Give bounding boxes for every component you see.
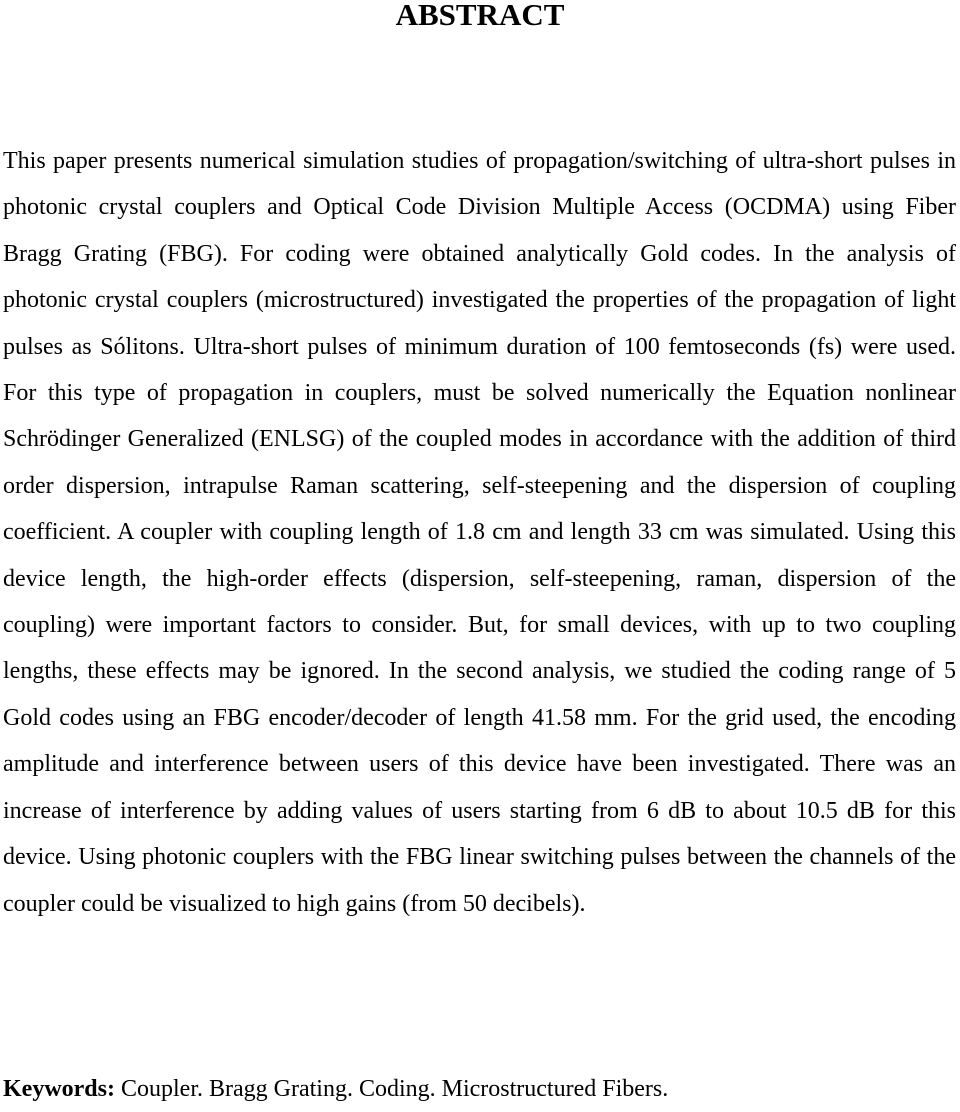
keywords-label: Keywords: xyxy=(3,1076,115,1102)
keywords-text: Coupler. Bragg Grating. Coding. Microstructured Fibers. xyxy=(114,1076,669,1102)
abstract-heading: ABSTRACT xyxy=(395,0,565,32)
keywords-line xyxy=(3,1066,956,1112)
abstract-paragraph: This paper presents numerical simulation studies of propagation/switching of ultra-short pulses in photonic crystal couplers and Optical Code Division Multiple Access (OCDMA) using Fiber Bragg Grating (FBG). For coding were obtained analytically Gold codes. In the analysis of photonic crystal couplers (microstructured) investigated the properties of the propagation of light pulses as Sólitons. Ultra-short pulses of minimum duration of 100 femtoseconds (fs) were used. For this type of propagation in couplers, must be solved numerically the Equation nonlinear Schrödinger Generalized (ENLSG) of the coupled modes in accordance with the addition of third order dispersion, intrapulse Raman scattering, self-steepening and the dispersion of coupling coefficient. A coupler with coupling length of 1.8 cm and length 33 cm was simulated. Using this device length, the high-order effects (dispersion, self-steepening, raman, dispersion of the coupling) were important factors to consider. But, for small devices, with up to two coupling lengths, these effects may be ignored. In the second analysis, we studied the coding range of 5 Gold codes using an FBG encoder/decoder of length 41.58 mm. For the grid used, the encoding amplitude and interference between users of this device have been investigated. There was an increase of interference by adding values of users starting from 6 dB to about 10.5 dB for this device. Using photonic couplers with the FBG linear switching pulses between the channels of the coupler could be visualized to high gains (from 50 decibels). xyxy=(3,148,956,917)
